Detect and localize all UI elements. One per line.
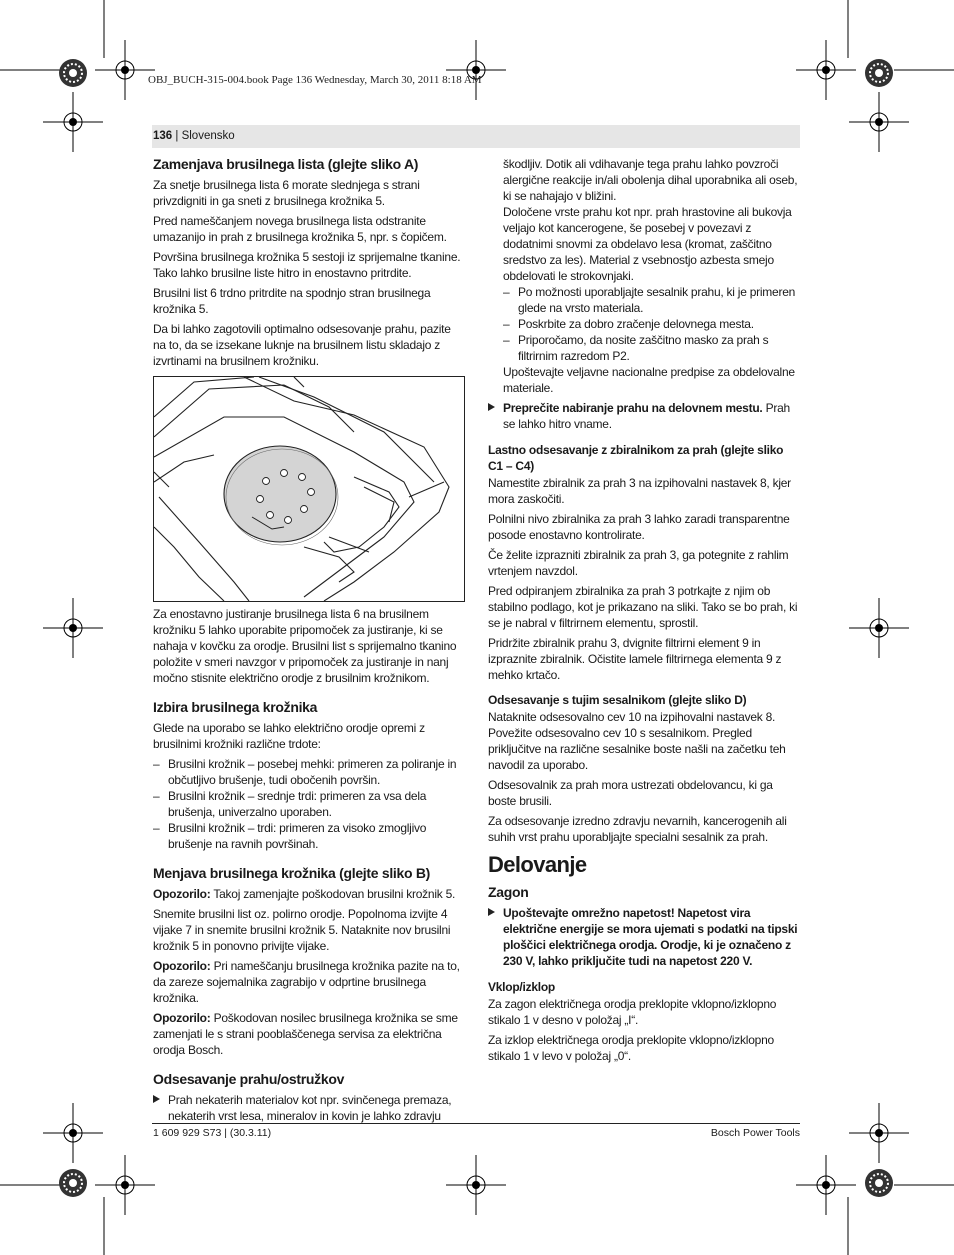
left-column-continued xyxy=(153,606,465,1128)
header-bar xyxy=(152,125,800,148)
warning-text: Prah nekaterih materialov kot npr. svinčenega premaza, nekaterih vrst lesa, mineralov in kovin je lahko zdravju xyxy=(168,1093,452,1123)
paragraph: Da bi lahko zagotovili optimalno odsesovanje prahu, pazite na to, da se izsekane luknje na brusilnem listu skladajo z izvrtinami na brusilnem krožniku. xyxy=(153,322,451,368)
paragraph: Namestite zbiralnik za prah 3 na izpihovalni nastavek 8, kjer mora zaskočiti. xyxy=(488,476,791,506)
footer-right: Bosch Power Tools xyxy=(710,1127,800,1139)
note-label: Opozorilo: xyxy=(153,1011,211,1025)
section-title: Menjava brusilnega krožnika (glejte sliko B) xyxy=(153,865,430,881)
warning-item xyxy=(153,1092,465,1124)
list-item: – Brusilni krožnik – posebej mehki: primeren za poliranje in občutljivo brušenje, tudi obočenih površin. xyxy=(153,756,465,788)
warning-item xyxy=(488,400,800,432)
note xyxy=(153,958,465,1006)
page-header xyxy=(153,130,235,142)
arrow-icon xyxy=(153,1095,160,1103)
paragraph: Določene vrste prahu kot npr. prah hrastovine ali bukovja veljajo kot kancerogene, še posebej v povezavi z dodatnimi snovmi za obdelavo lesa (kromat, zaščitno sredstvo za les). Material z vsebnostjo azbesta smejo obdelovati le strokovnjaki. xyxy=(503,205,792,283)
print-info: OBJ_BUCH-315-004.book Page 136 Wednesday, March 30, 2011 8:18 AM xyxy=(148,74,482,86)
chapter-title: Delovanje xyxy=(488,852,587,877)
list-item: – Priporočamo, da nosite zaščitno masko za prah s filtrirnim razredom P2. xyxy=(503,332,800,364)
paragraph: Za enostavno justiranje brusilnega lista 6 na brusilnem krožniku 5 lahko uporabite pripomoček za justiranje, ki se nahaja v kovčku za orodje. Brusilni list s sprijemalno tkanino položite v smeri navzgor v pripomoček za justiranje in nanj močno stisnite električno orodje z brusilnim krožnikom. xyxy=(153,607,457,685)
section-title: Izbira brusilnega krožnika xyxy=(153,699,318,715)
paragraph: Pridržite zbiralnik prahu 3, dvignite filtrirni element 9 in izpraznite zbiralnik. Očistite lamele filtrirnega elementa 9 z mehko krtačo. xyxy=(488,636,782,682)
figure-adjustment-aid xyxy=(153,376,465,602)
warning-text: Prah se lahko hitro vname. xyxy=(503,401,790,431)
note-label: Opozorilo: xyxy=(153,959,211,973)
note xyxy=(153,886,465,902)
section-title: Zamenjava brusilnega lista (glejte sliko A) xyxy=(153,156,419,172)
paragraph: Nataknite odsesovalno cev 10 na izpihovalni nastavek 8. Povežite odsesovalno cev 10 s sesalnikom. Pregled priključitve na različne sesalnike boste našli na začetku teh navodil za uporabo. xyxy=(488,710,786,772)
note-text: Poškodovan nosilec brusilnega krožnika se sme zamenjati le s strani pooblaščenega servisa za električna orodja Bosch. xyxy=(153,1011,458,1057)
header-separator: | xyxy=(172,130,182,142)
right-column xyxy=(488,156,800,1068)
page-number: 136 xyxy=(153,130,173,142)
paragraph: Snemite brusilni list oz. polirno orodje. Popolnoma izvijte 4 vijake 7 in snemite brusilni krožnik 5. Nataknite nov brusilni krožnik 5 in ponovno privijte vijake. xyxy=(153,907,451,953)
paragraph: Za izklop električnega orodja preklopite vklopno/izklopno stikalo 1 v levo v položaj „0“. xyxy=(488,1033,774,1063)
paragraph: Pred odpiranjem zbiralnika za prah 3 potrkajte z njim ob stabilno podlago, kot je prikazano na sliki. Tako se bo prah, ki se je nabral v filtrirnem elementu, sprostil. xyxy=(488,584,798,630)
paragraph: Odsesovalnik za prah mora ustrezati obdelovancu, ki ga boste brusili. xyxy=(488,778,773,808)
paragraph: Polnilni nivo zbiralnika za prah 3 lahko zaradi transparentne posode enostavno kontrolirate. xyxy=(488,512,790,542)
list-item: – Brusilni krožnik – srednje trdi: primeren za vsa dela brušenja, univerzalno uporaben. xyxy=(153,788,465,820)
paragraph: škodljiv. Dotik ali vdihavanje tega prahu lahko povzroči alergične reakcije in/ali obolenja dihal uporabnika ali oseb, ki se nahajajo v bližini. xyxy=(503,157,798,203)
warning-text: Upoštevajte omrežno napetost! Napetost vira električne energije se mora ujemati s podatki na tipski ploščici električnega orodja. Orodje, ki je označeno z 230 V, lahko priključite tudi na napetost 220 V. xyxy=(503,906,798,968)
paragraph: Za zagon električnega orodja preklopite vklopno/izklopno stikalo 1 v desno v položaj „I“. xyxy=(488,997,777,1027)
subsection-title: Odsesavanje s tujim sesalnikom (glejte sliko D) xyxy=(488,693,747,707)
list-item: – Brusilni krožnik – trdi: primeren za visoko zmogljivo brušenje na ravnih površinah. xyxy=(153,820,465,852)
header-language: Slovensko xyxy=(181,130,235,142)
paragraph: Za snetje brusilnega lista 6 morate slednjega s strani privzdigniti in ga sneti z brusilnega krožnika 5. xyxy=(153,178,420,208)
paragraph: Glede na uporabo se lahko električno orodje opremi z brusilnimi krožniki različne trdote: xyxy=(153,721,425,751)
note xyxy=(153,1010,465,1058)
warning-item xyxy=(488,905,800,969)
figure-drawing xyxy=(154,377,464,601)
paragraph: Za odsesovanje izredno zdravju nevarnih, kancerogenih ali suhih vrst prahu uporabljajte specialni sesalnik za prah. xyxy=(488,814,787,844)
note-text: Takoj zamenjajte poškodovan brusilni krožnik 5. xyxy=(210,887,456,901)
warning-bold: Preprečite nabiranje prahu na delovnem mestu. xyxy=(503,401,763,415)
footer-left: 1 609 929 S73 | (30.3.11) xyxy=(153,1127,272,1139)
list-item: – Po možnosti uporabljajte sesalnik prahu, ki je primeren glede na vrsto materiala. xyxy=(503,284,800,316)
arrow-icon xyxy=(488,908,495,916)
paragraph: Brusilni list 6 trdno pritrdite na spodnjo stran brusilnega krožnika 5. xyxy=(153,286,431,316)
subsection-title: Lastno odsesavanje z zbiralnikom za prah (glejte sliko C1 – C4) xyxy=(488,443,784,473)
note-label: Opozorilo: xyxy=(153,887,211,901)
footer-rule xyxy=(152,1123,800,1124)
note-text: Pri nameščanju brusilnega krožnika pazite na to, da zareze sojemalnika zagrabijo v odprtine brusilnega krožnika. xyxy=(153,959,460,1005)
left-column xyxy=(153,156,465,373)
paragraph: Površina brusilnega krožnika 5 sestoji iz sprijemalne tkanine. Tako lahko brusilne liste hitro in enostavno pritrdite. xyxy=(153,250,461,280)
section-title: Odsesavanje prahu/ostružkov xyxy=(153,1071,345,1087)
paragraph: Upoštevajte veljavne nacionalne predpise za obdelovalne materiale. xyxy=(503,365,795,395)
subsection-title: Vklop/izklop xyxy=(488,980,556,994)
arrow-icon xyxy=(488,403,495,411)
section-title: Zagon xyxy=(488,884,529,900)
paragraph: Pred nameščanjem novega brusilnega lista odstranite umazanijo in prah z brusilnega krožnika 5, npr. s čopičem. xyxy=(153,214,447,244)
paragraph: Če želite izprazniti zbiralnik za prah 3, ga potegnite z rahlim vrtenjem navzdol. xyxy=(488,548,789,578)
list-item: – Poskrbite za dobro zračenje delovnega mesta. xyxy=(503,316,800,332)
dash-list xyxy=(488,284,800,364)
